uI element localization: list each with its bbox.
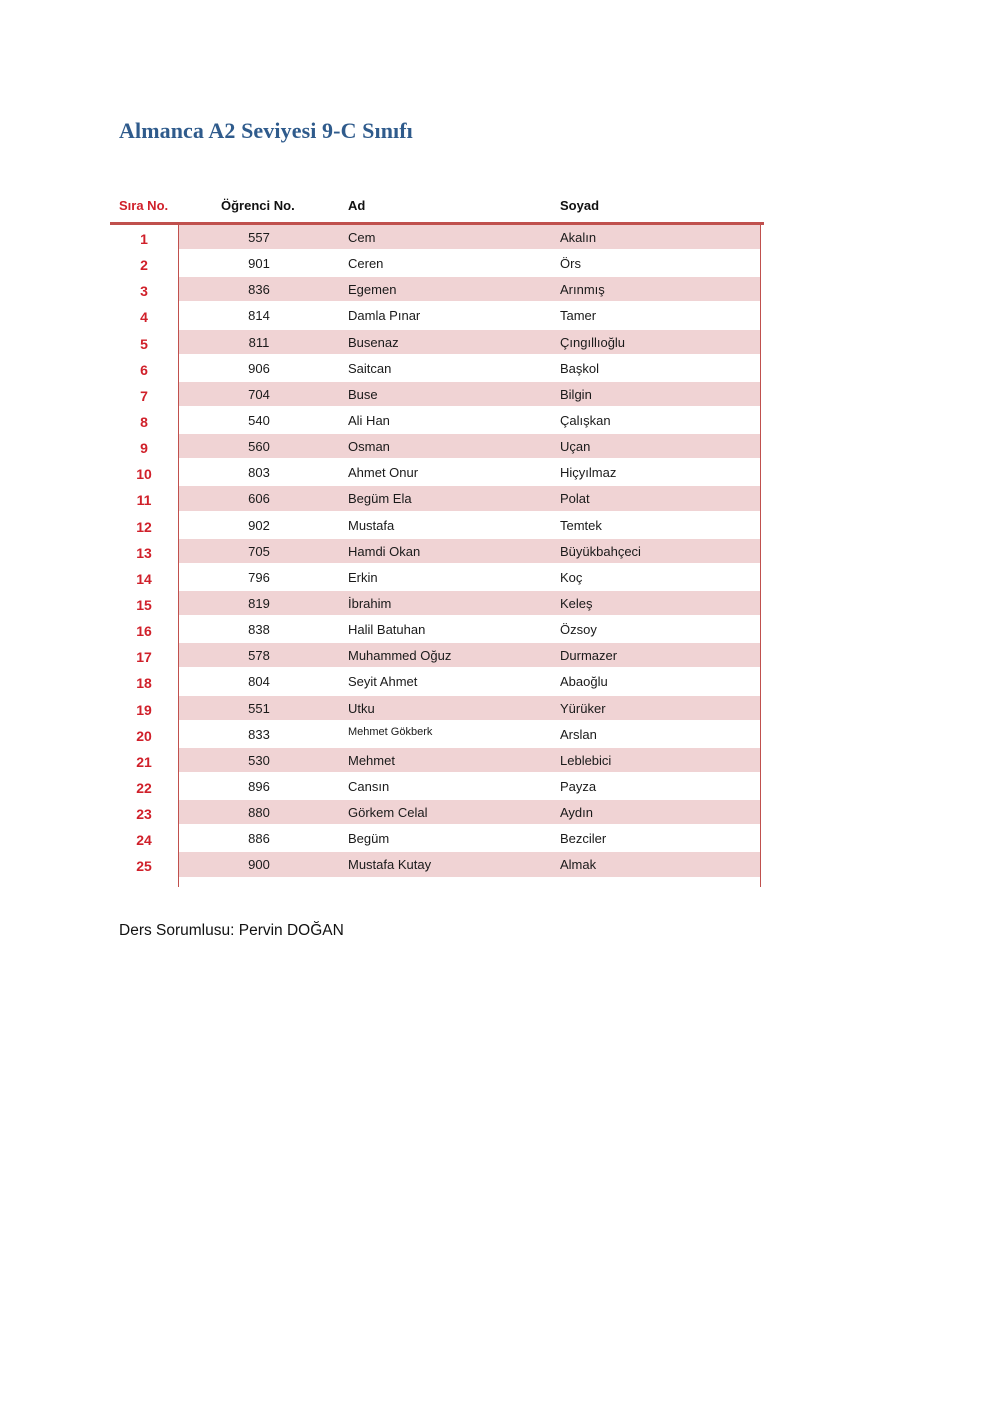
table-row: [110, 722, 760, 748]
row-ad: Buse: [348, 386, 378, 402]
row-ad: Utku: [348, 700, 375, 716]
row-ogrenci-no: 557: [248, 230, 270, 245]
row-ogrenci-no: 560: [248, 439, 270, 455]
row-sira-no: 17: [136, 649, 152, 666]
row-ogrenci-no: 540: [248, 412, 270, 428]
row-sira-no: 12: [136, 518, 152, 535]
table-row: [110, 617, 760, 643]
row-soyad: Koç: [560, 569, 583, 585]
row-ad: Saitcan: [348, 360, 392, 376]
row-soyad: Aydın: [560, 805, 594, 821]
row-ogrenci-no: 704: [248, 386, 270, 402]
row-sira-no: 1: [140, 231, 148, 247]
header-sira-no: Sıra No.: [119, 198, 169, 213]
table-row: [110, 539, 760, 565]
table-row: [110, 669, 760, 695]
table-row: [110, 565, 760, 591]
row-soyad: Özsoy: [560, 622, 597, 638]
row-ad: Begüm Ela: [348, 491, 412, 507]
row-ogrenci-no: 803: [248, 465, 270, 481]
row-sira-no: 11: [136, 492, 152, 509]
row-sira-no: 4: [140, 309, 148, 326]
table-row: [110, 486, 760, 512]
row-sira-no: 21: [136, 753, 152, 770]
row-ogrenci-no: 796: [248, 569, 270, 585]
row-soyad: Keleş: [560, 595, 593, 611]
row-ad: Damla Pınar: [348, 308, 421, 324]
table-row: [110, 591, 760, 617]
row-soyad: Arslan: [560, 726, 597, 742]
row-ogrenci-no: 606: [248, 491, 270, 507]
row-sira-no: 23: [136, 806, 152, 823]
row-sira-no: 2: [140, 257, 148, 274]
table-row: [110, 696, 760, 722]
row-ogrenci-no: 901: [248, 256, 270, 272]
row-soyad: Yürüker: [560, 700, 606, 716]
header-ad: Ad: [348, 198, 366, 213]
row-soyad: Bezciler: [560, 831, 607, 847]
row-ad: Muhammed Oğuz: [348, 648, 452, 664]
table-row: [110, 277, 760, 303]
row-sira-no: 10: [136, 466, 152, 483]
row-ad: Cem: [348, 230, 376, 245]
row-ad: Ceren: [348, 256, 384, 272]
row-ad: Mustafa Kutay: [348, 857, 432, 873]
row-ad: Osman: [348, 439, 390, 455]
row-ogrenci-no: 578: [248, 648, 270, 664]
row-ogrenci-no: 838: [248, 622, 270, 638]
row-soyad: Durmazer: [560, 648, 618, 664]
table-header-row: [110, 192, 762, 222]
table-row: [110, 251, 760, 277]
row-ogrenci-no: 814: [248, 308, 270, 324]
row-ogrenci-no: 811: [248, 334, 270, 350]
table-row: [110, 643, 760, 669]
table-end-band: [178, 879, 760, 887]
row-ogrenci-no: 836: [248, 282, 270, 298]
row-ad: Hamdi Okan: [348, 543, 421, 559]
row-sira-no: 22: [136, 779, 152, 796]
row-sira-no: 14: [136, 570, 152, 587]
header-ogrenci-no: Öğrenci No.: [221, 198, 295, 213]
table-row: [110, 748, 760, 774]
row-soyad: Temtek: [560, 517, 602, 533]
row-ogrenci-no: 833: [248, 726, 270, 742]
table-row: [110, 434, 760, 460]
table-row: [110, 382, 760, 408]
row-soyad: Büyükbahçeci: [560, 543, 641, 559]
row-soyad: Başkol: [560, 360, 600, 376]
row-soyad: Bilgin: [560, 386, 592, 402]
row-ad: İbrahim: [348, 595, 392, 611]
row-ad: Busenaz: [348, 334, 399, 350]
row-sira-no: 18: [136, 675, 152, 692]
table-row: [110, 852, 760, 878]
row-ad: Begüm: [348, 831, 390, 847]
row-ogrenci-no: 880: [248, 805, 270, 821]
table-row: [110, 513, 760, 539]
row-sira-no: 6: [140, 361, 148, 378]
row-sira-no: 3: [140, 283, 148, 300]
student-roster-table: [110, 192, 762, 887]
row-soyad: Almak: [560, 857, 597, 873]
row-ad: Ahmet Onur: [348, 465, 419, 481]
row-sira-no: 7: [140, 387, 148, 404]
row-sira-no: 25: [136, 858, 152, 875]
row-soyad: Tamer: [560, 308, 597, 324]
row-ad: Mustafa: [348, 517, 395, 533]
row-soyad: Çıngıllıoğlu: [560, 334, 626, 350]
row-ad: Mehmet Gökberk: [348, 725, 433, 738]
row-ogrenci-no: 705: [248, 543, 270, 559]
page-title: Almanca A2 Seviyesi 9-C Sınıfı: [119, 118, 413, 143]
row-ogrenci-no: 900: [248, 857, 270, 873]
row-sira-no: 5: [140, 335, 148, 352]
row-sira-no: 13: [136, 544, 152, 561]
row-soyad: Uçan: [560, 439, 591, 455]
row-sira-no: 24: [136, 832, 152, 849]
row-ogrenci-no: 896: [248, 778, 270, 794]
row-soyad: Polat: [560, 491, 590, 507]
row-soyad: Akalın: [560, 230, 597, 245]
row-ad: Halil Batuhan: [348, 622, 426, 638]
table-row: [110, 800, 760, 826]
table-row: [110, 826, 760, 852]
table-end: [110, 879, 760, 887]
row-ogrenci-no: 906: [248, 360, 270, 376]
table-row: [110, 330, 760, 356]
row-soyad: Örs: [560, 256, 581, 272]
row-sira-no: 9: [140, 440, 148, 457]
row-sira-no: 19: [136, 701, 152, 718]
row-sira-no: 15: [136, 596, 152, 613]
table-row: [110, 303, 760, 329]
table-row: [110, 356, 760, 382]
header-soyad: Soyad: [560, 198, 600, 213]
table-row: [110, 408, 760, 434]
row-ad: Cansın: [348, 778, 390, 794]
row-soyad: Payza: [560, 778, 597, 794]
row-ad: Görkem Celal: [348, 805, 428, 821]
row-soyad: Abaoğlu: [560, 674, 608, 690]
table-row: [110, 225, 760, 251]
row-ogrenci-no: 804: [248, 674, 270, 690]
row-ogrenci-no: 530: [248, 752, 270, 768]
row-soyad: Leblebici: [560, 752, 612, 768]
row-ad: Egemen: [348, 282, 397, 298]
row-ad: Erkin: [348, 569, 378, 585]
table-body: [110, 225, 761, 887]
row-ogrenci-no: 886: [248, 831, 270, 847]
row-sira-no: 16: [136, 623, 152, 640]
row-soyad: Hiçyılmaz: [560, 465, 617, 481]
table-row: [110, 460, 760, 486]
row-ad: Mehmet: [348, 752, 395, 768]
table-row: [110, 774, 760, 800]
row-soyad: Çalışkan: [560, 412, 611, 428]
row-ogrenci-no: 819: [248, 595, 270, 611]
row-ad: Seyit Ahmet: [348, 674, 418, 690]
row-soyad: Arınmış: [560, 282, 605, 298]
course-instructor: Ders Sorumlusu: Pervin DOĞAN: [119, 922, 344, 939]
row-sira-no: 8: [140, 413, 148, 430]
row-ogrenci-no: 551: [248, 700, 270, 716]
row-ad: Ali Han: [348, 412, 390, 428]
row-ogrenci-no: 902: [248, 517, 270, 533]
row-sira-no: 20: [136, 727, 152, 744]
